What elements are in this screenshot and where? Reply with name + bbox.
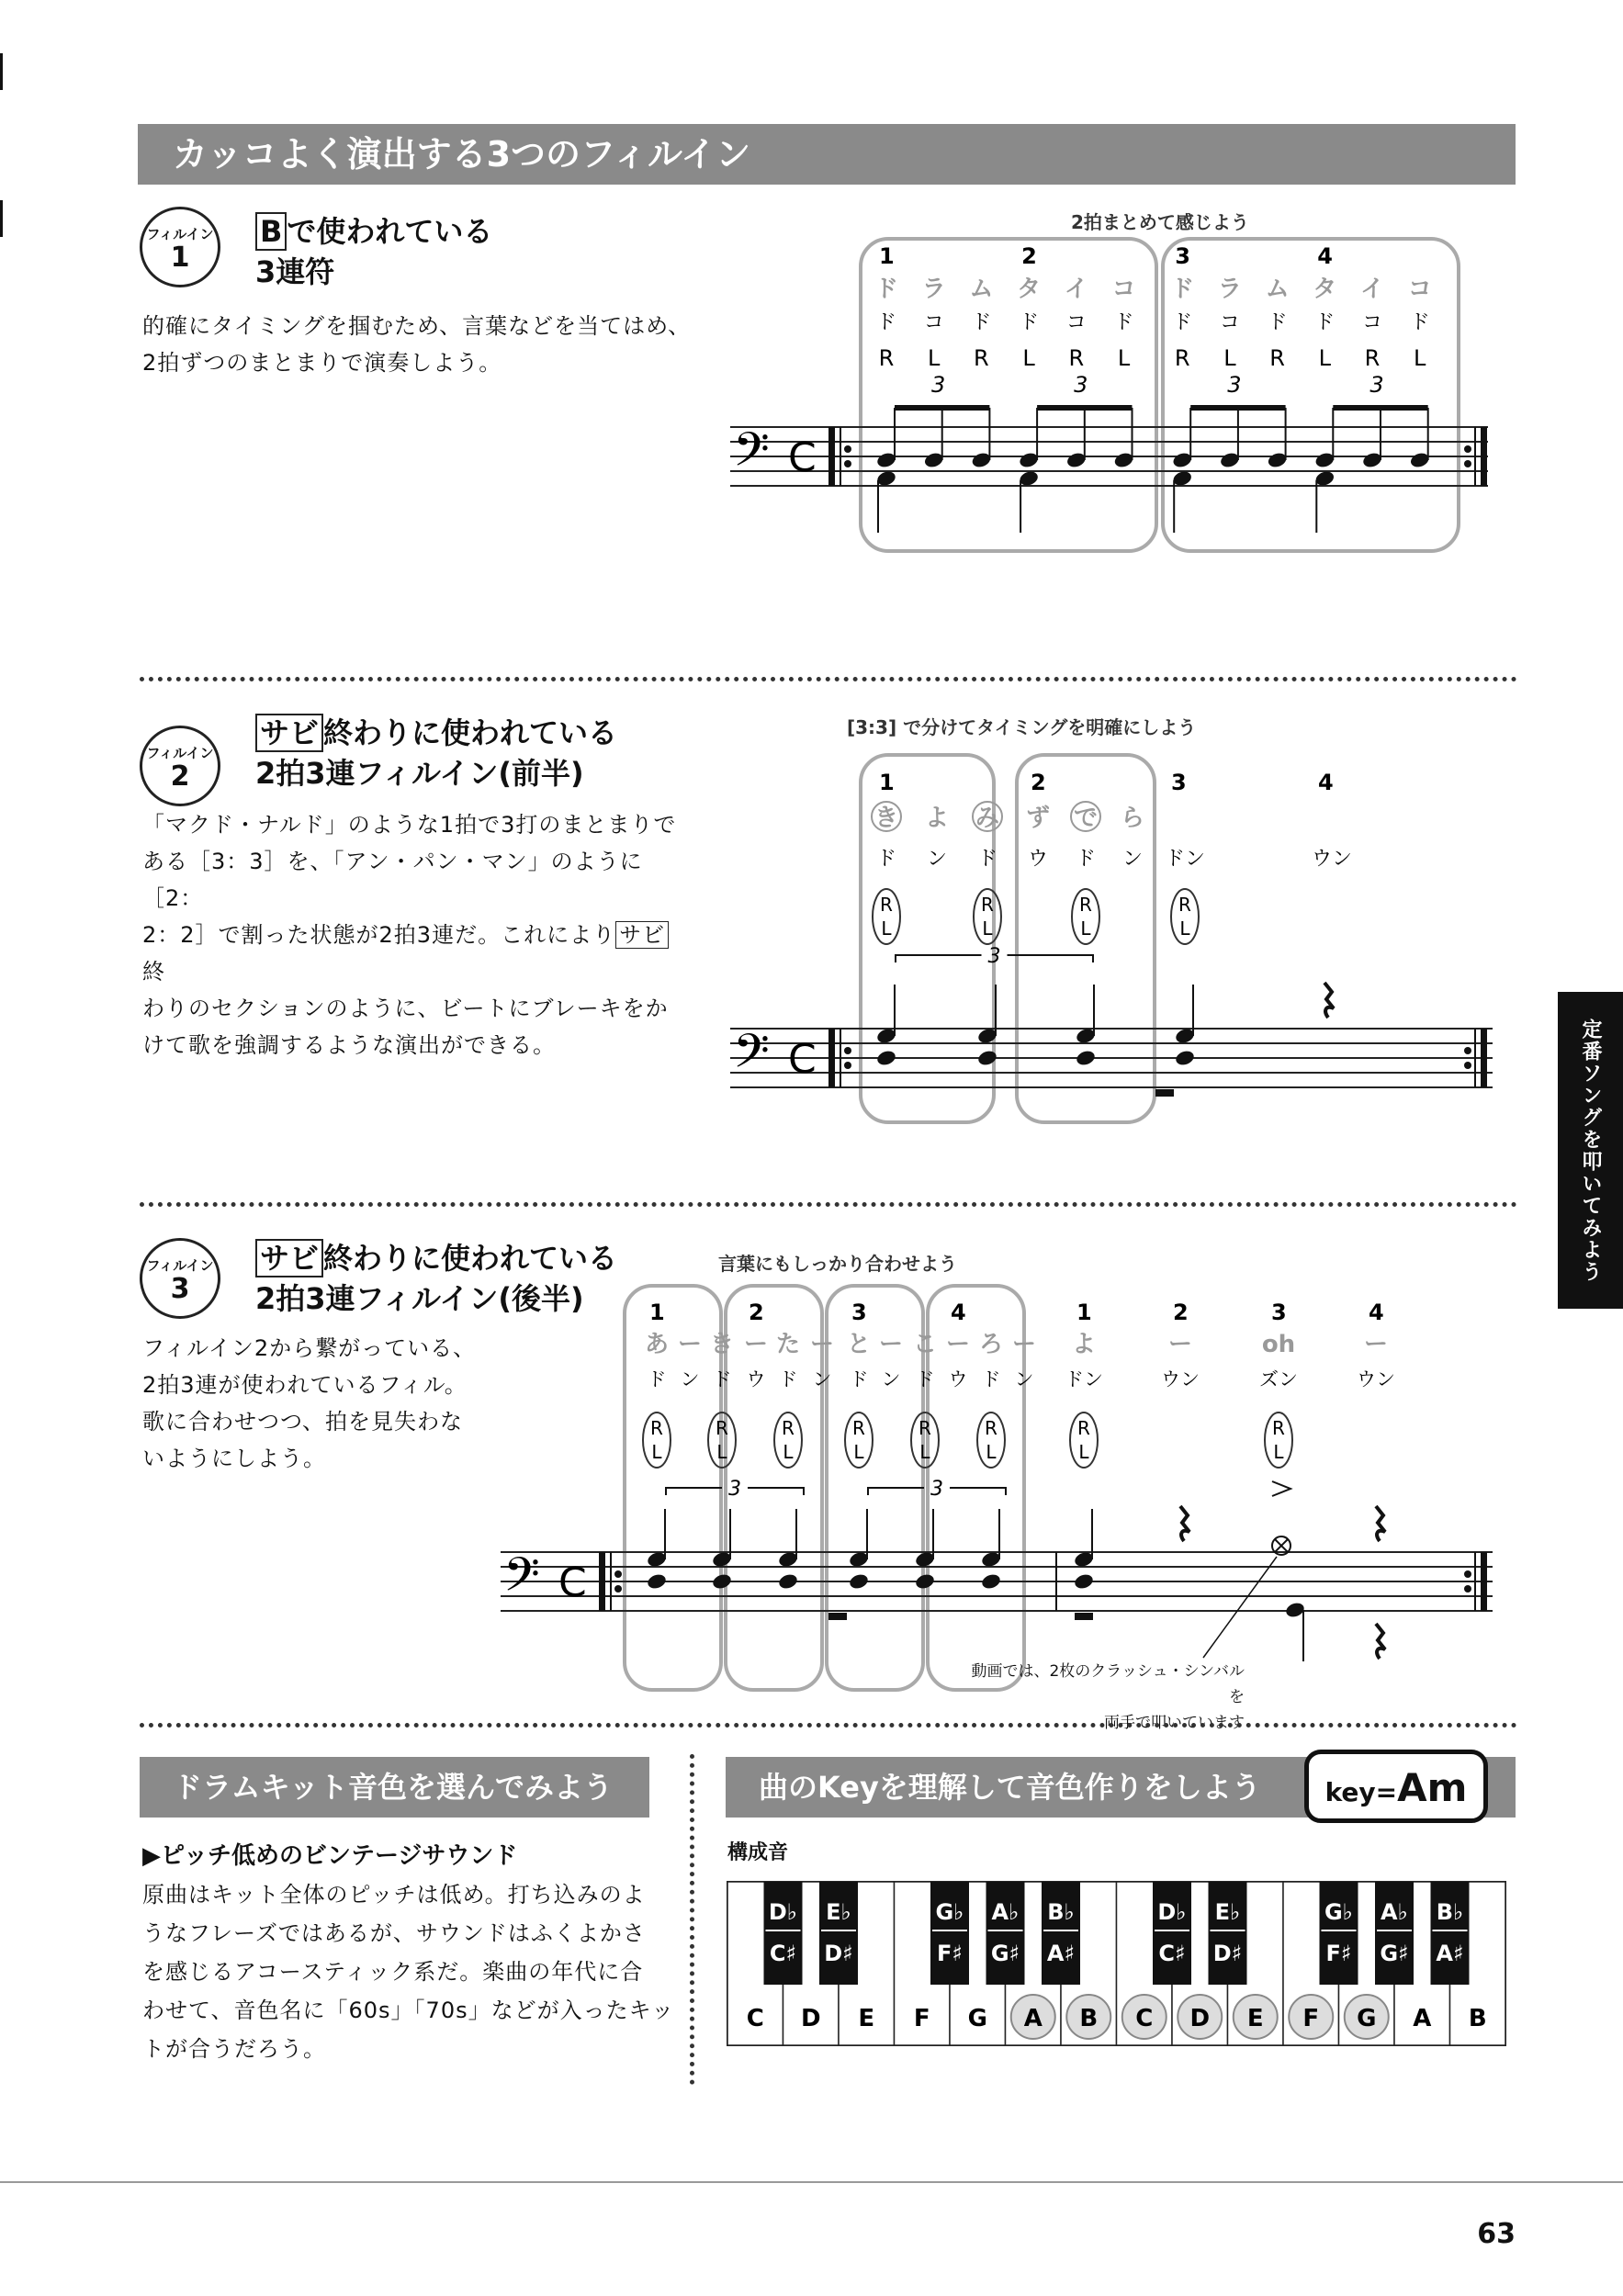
note-head [848, 1572, 870, 1591]
sound: ド [1113, 311, 1134, 334]
syllable: ら [1120, 805, 1145, 832]
black-key-sharp: A♯ [1436, 1941, 1464, 1966]
triplet-label: 3 [1369, 372, 1384, 398]
syllable: あ [644, 1331, 670, 1358]
body-line: 「マクド・ナルド」のような1拍で3打のまとまりで [142, 812, 677, 838]
black-key-flat: E♭ [1214, 1899, 1241, 1925]
syllable: こ [912, 1331, 938, 1358]
sound: ドン [1065, 1368, 1103, 1390]
annotation-pointer [1203, 1557, 1277, 1658]
sticking-mark [1070, 1412, 1098, 1468]
body-line: フィルイン2から繋がっている、 [142, 1335, 477, 1361]
crash-cymbal-note [1272, 1481, 1291, 1555]
syllable: た [775, 1331, 801, 1358]
common-time: C [788, 1036, 817, 1083]
sound: ド [1314, 311, 1336, 334]
body-text-span: 2：2］で割った状態が2拍3連だ。これにより [142, 922, 616, 948]
divider [140, 1202, 1517, 1207]
black-key-flat: G♭ [935, 1899, 964, 1925]
beat-number: 1 [879, 243, 895, 269]
syllable: み [975, 805, 1000, 832]
syllable: ー [1363, 1331, 1389, 1358]
black-key-sharp: A♯ [1046, 1941, 1076, 1966]
badge-label: フィルイン [146, 1257, 214, 1274]
beat-number: 2 [1031, 770, 1046, 795]
page-title: カッコよく演出する3つのフィルイン [138, 124, 1516, 185]
sound: ド [1075, 848, 1097, 871]
sticking: L [1022, 345, 1035, 371]
black-key-sharp: C♯ [769, 1941, 797, 1966]
black-key-flat: B♭ [1436, 1899, 1464, 1925]
syllable: ム [1265, 276, 1290, 303]
black-key-flat: A♭ [991, 1899, 1020, 1925]
sound: ン [881, 1368, 901, 1390]
sticking: R [1068, 345, 1085, 371]
divider [140, 677, 1517, 681]
black-key-flat: A♭ [1381, 1899, 1408, 1925]
annotation-line: 両手で叩いています [1104, 1714, 1245, 1732]
sound: ウン [1311, 848, 1353, 871]
black-key [1431, 1882, 1470, 1985]
black-key-flat: E♭ [826, 1899, 851, 1925]
white-key-label: E [1246, 2005, 1264, 2032]
triplet-label: 3 [1227, 372, 1242, 398]
heading-line1: 終わりに使われている [323, 1241, 618, 1276]
sticking-right: R [1079, 894, 1092, 916]
note-head [777, 1572, 799, 1591]
beat-number: 3 [851, 1300, 867, 1325]
fill-badge-2 [140, 726, 220, 806]
body-line: 原曲はキット全体のピッチは低め。打ち込みのよ [142, 1882, 646, 1908]
fill-badge-1 [140, 207, 220, 287]
sound: ウン [1161, 1368, 1200, 1390]
crop-mark [0, 200, 3, 237]
fill2-heading [255, 713, 617, 793]
sticking-right: R [981, 894, 994, 916]
fill3-note: 言葉にもしっかり合わせよう [718, 1253, 957, 1275]
black-key-sharp: F♯ [936, 1941, 964, 1966]
piano-keyboard [726, 1881, 1517, 2051]
badge-label: フィルイン [146, 226, 214, 242]
white-key-label: G [967, 2005, 987, 2032]
triplet-label: 3 [987, 945, 1001, 968]
triplet-bracket [896, 945, 1093, 968]
beat-number: 3 [1171, 770, 1187, 795]
heading-line2: 2拍3連フィルイン(前半) [255, 756, 584, 791]
sticking: L [1223, 345, 1236, 371]
body-line: うなフレーズではあるが、サウンドはふくよかさ [142, 1920, 646, 1946]
body-line: 的確にタイミングを掴むため、言葉などを当てはめ、 [142, 313, 692, 339]
sticking-right: R [1178, 894, 1191, 916]
sound: ン [812, 1368, 832, 1390]
syllable: ろ [978, 1331, 1004, 1358]
sound: ド [915, 1368, 935, 1390]
white-key-label: B [1079, 2005, 1099, 2032]
sticking-right: R [650, 1417, 663, 1439]
sound: ドン [1164, 848, 1206, 871]
note-head [646, 1572, 668, 1591]
column-divider [690, 1754, 694, 2085]
black-key-flat: B♭ [1047, 1899, 1075, 1925]
black-key [930, 1882, 969, 1985]
sticking: R [1269, 345, 1285, 371]
sticking: R [1364, 345, 1381, 371]
sound: ウ [1027, 848, 1049, 871]
sticking-right: R [880, 894, 893, 916]
heading-line2: 2拍3連フィルイン(後半) [255, 1281, 584, 1316]
black-key [1153, 1882, 1191, 1985]
sticking-mark [873, 889, 900, 944]
syllable: ず [1025, 805, 1051, 832]
sticking-right: R [1077, 1417, 1090, 1439]
sticking-mark [643, 1412, 671, 1468]
body-line: けて歌を強調するような演出ができる。 [142, 1032, 556, 1058]
sound: ド [1172, 311, 1193, 334]
sticking: R [878, 345, 895, 371]
beat-number: 4 [1369, 1300, 1384, 1325]
syllable: ー [677, 1331, 703, 1358]
page-number: 63 [1477, 2218, 1516, 2250]
sound: ド [647, 1368, 667, 1390]
white-key-label: E [858, 2005, 875, 2032]
sound: ド [971, 311, 992, 334]
syllable: タ [1017, 276, 1042, 303]
sticking-left: L [1179, 917, 1190, 940]
black-key [1320, 1882, 1358, 1985]
white-key-label: A [1023, 2005, 1043, 2032]
syllable: よ [924, 805, 950, 832]
syllable: ー [878, 1331, 904, 1358]
black-key [1209, 1882, 1247, 1985]
fill1-heading [255, 211, 492, 292]
white-key-label: F [913, 2005, 930, 2032]
syllable: イ [1064, 276, 1088, 303]
note-head [711, 1572, 733, 1591]
beat-number: 2 [1173, 1300, 1189, 1325]
syllable: ラ [921, 276, 946, 303]
body-line: わりのセクションのように、ビートにブレーキをか [142, 996, 669, 1021]
syllable: oh [1261, 1331, 1296, 1358]
heading-line1: 終わりに使われている [323, 715, 618, 750]
fill1-body [142, 308, 691, 381]
sound: ン [1121, 848, 1144, 871]
black-key-flat: D♭ [768, 1899, 798, 1925]
syllable: ー [743, 1331, 769, 1358]
sticking-left: L [783, 1441, 794, 1463]
sound: ド [1409, 311, 1430, 334]
sticking-mark [845, 1412, 873, 1468]
sticking-right: R [985, 1417, 997, 1439]
note-head [1174, 1049, 1196, 1067]
fill3-notation [487, 1272, 1506, 1713]
syllable: ー [1011, 1331, 1037, 1358]
fill2-body [142, 806, 684, 1064]
white-key-label: C [1135, 2005, 1154, 2032]
key-subhead: 構成音 [727, 1841, 789, 1864]
sticking-left: L [919, 1441, 930, 1463]
badge-number: 1 [170, 242, 190, 274]
heading-line1: で使われている [287, 214, 493, 249]
fill1-notation [716, 225, 1488, 565]
sticking: L [1117, 345, 1131, 371]
sound: ド [981, 1368, 1001, 1390]
badge-label: フィルイン [146, 745, 214, 761]
sticking-left: L [853, 1441, 864, 1463]
sticking-right: R [1272, 1417, 1285, 1439]
black-key-flat: D♭ [1157, 1899, 1187, 1925]
sticking-left: L [1273, 1441, 1284, 1463]
crop-mark [0, 53, 3, 90]
badge-number: 3 [170, 1273, 190, 1305]
drum-body [142, 1875, 674, 2068]
fill-badge-3 [140, 1238, 220, 1319]
sound: ド [976, 848, 998, 871]
footer-rule [0, 2181, 1623, 2183]
syllable: き [709, 1331, 735, 1358]
sound: ズン [1259, 1368, 1298, 1390]
white-key-label: F [1302, 2005, 1320, 2032]
quarter-rest [1376, 1506, 1385, 1541]
badge-number: 2 [170, 760, 190, 793]
sticking-mark [774, 1412, 802, 1468]
syllable: ラ [1217, 276, 1242, 303]
fill1-note: 2拍まとめて感じよう [1071, 211, 1249, 233]
black-key-sharp: G♯ [990, 1941, 1020, 1966]
section-mark-box: サビ [255, 1239, 323, 1277]
body-line: 歌に合わせつつ、拍を見失わな [142, 1409, 464, 1435]
common-time: C [788, 434, 817, 481]
black-key [764, 1882, 803, 1985]
rest [828, 1613, 847, 1620]
beat-number: 2 [1021, 243, 1037, 269]
sticking-left: L [986, 1441, 997, 1463]
sound: コ [1065, 311, 1087, 334]
fill2-note: [3:3] で分けてタイミングを明確にしよう [847, 716, 1197, 738]
sticking-left: L [716, 1441, 727, 1463]
sticking-mark [1265, 1412, 1292, 1468]
sound: ド [875, 311, 897, 334]
sticking-left: L [982, 917, 993, 940]
sticking: L [1318, 345, 1331, 371]
triplet-bracket [666, 1478, 804, 1501]
body-line: わせて、音色名に「60s」「70s」などが入ったキッ [142, 1998, 675, 2023]
side-tab: 定番ソングを叩いてみよう [1558, 992, 1623, 1309]
syllable: と [846, 1331, 872, 1358]
sticking-left: L [881, 917, 892, 940]
sticking: L [1414, 345, 1426, 371]
key-section-title: 曲のKeyを理解して音色作りをしよう [726, 1757, 1516, 1818]
sound: コ [923, 311, 944, 334]
black-key-sharp: F♯ [1325, 1941, 1352, 1966]
triplet-bracket [868, 1478, 1006, 1501]
black-key [986, 1882, 1025, 1985]
syllable: タ [1313, 276, 1337, 303]
accent-mark [1272, 1481, 1291, 1496]
note-head [1075, 1049, 1097, 1067]
white-key-label: C [746, 2005, 764, 2032]
sound: ド [1267, 311, 1288, 334]
drum-subhead: ▶ピッチ低めのビンテージサウンド [142, 1842, 518, 1870]
white-key-label: B [1468, 2005, 1487, 2032]
sound: ド [849, 1368, 869, 1390]
beat-number: 2 [749, 1300, 764, 1325]
sound: ド [778, 1368, 798, 1390]
body-line: トが合うだろう。 [142, 2036, 326, 2062]
sound: コ [1361, 311, 1383, 334]
beat-number: 1 [879, 770, 895, 795]
key-badge [1304, 1750, 1488, 1823]
sticking-mark [1171, 889, 1199, 944]
sticking: L [928, 345, 941, 371]
rest [1075, 1613, 1093, 1620]
body-text-span: 終 [142, 959, 165, 985]
sound: ウン [1357, 1368, 1395, 1390]
sound: ン [1014, 1368, 1034, 1390]
sound: ド [712, 1368, 732, 1390]
sound: ウ [948, 1368, 968, 1390]
sound: ド [875, 848, 897, 871]
sticking: R [974, 345, 989, 371]
sound: コ [1219, 311, 1240, 334]
sticking: R [1174, 345, 1190, 371]
bass-clef: 𝄢 [503, 1547, 540, 1614]
sticking-left: L [1080, 917, 1091, 940]
triplet-label: 3 [931, 372, 946, 398]
sticking-right: R [852, 1417, 865, 1439]
section-mark-box: サビ [255, 714, 323, 752]
sticking-mark [974, 889, 1001, 944]
syllable: ー [809, 1331, 835, 1358]
beat-number: 3 [1175, 243, 1190, 269]
syllable: イ [1359, 276, 1385, 303]
quarter-rest [1324, 983, 1334, 1018]
body-line: を感じるアコースティック系だ。楽曲の年代に合 [142, 1959, 644, 1985]
triplet-label: 3 [728, 1478, 741, 1501]
syllable: で [1073, 805, 1099, 832]
black-key-sharp: D♯ [824, 1941, 853, 1966]
black-key-sharp: G♯ [1380, 1941, 1409, 1966]
note-head [980, 1572, 1002, 1591]
black-key-sharp: D♯ [1212, 1941, 1243, 1966]
body-line [142, 917, 684, 990]
black-key [1375, 1882, 1414, 1985]
key-prefix: key= [1324, 1777, 1398, 1807]
key-value: Am [1397, 1765, 1468, 1810]
fill3-body [142, 1330, 476, 1477]
rest [1155, 1089, 1174, 1097]
syllable: よ [1071, 1331, 1097, 1358]
black-key [1042, 1882, 1080, 1985]
triplet-label: 3 [1074, 372, 1088, 398]
fill2-notation [716, 744, 1506, 1130]
drum-section-title: ドラムキット音色を選んでみよう [140, 1757, 649, 1818]
syllable: ー [945, 1331, 971, 1358]
syllable: ム [969, 276, 994, 303]
note-head [1073, 1572, 1095, 1591]
bass-clef: 𝄢 [733, 1023, 770, 1090]
sticking-mark [1072, 889, 1099, 944]
sticking-left: L [1078, 1441, 1089, 1463]
sticking-mark [977, 1412, 1005, 1468]
section-mark-box: B [255, 212, 287, 251]
beat-number: 3 [1271, 1300, 1287, 1325]
bass-clef: 𝄢 [733, 422, 770, 489]
black-key [819, 1882, 858, 1985]
beat-number: 1 [1076, 1300, 1092, 1325]
syllable: コ [1407, 276, 1432, 303]
syllable: コ [1111, 276, 1136, 303]
syllable: き [873, 805, 899, 832]
body-line: 2拍3連が使われているフィル。 [142, 1372, 468, 1398]
sound: ン [926, 848, 948, 871]
beat-number: 4 [1317, 243, 1334, 269]
divider [140, 1723, 1517, 1728]
white-key-label: D [800, 2005, 821, 2032]
note-head [914, 1572, 936, 1591]
sound: ド [1019, 311, 1040, 334]
beat-number: 1 [649, 1300, 665, 1325]
beat-number: 4 [951, 1300, 966, 1325]
white-key-label: G [1357, 2005, 1377, 2032]
section-mark-box: サビ [615, 921, 669, 949]
white-key-label: D [1189, 2005, 1211, 2032]
syllable: ド [873, 276, 899, 303]
syllable: ー [1167, 1331, 1193, 1358]
common-time: C [558, 1559, 587, 1606]
body-line: いようにしよう。 [142, 1446, 326, 1471]
black-key-flat: G♭ [1324, 1899, 1354, 1925]
note-head [875, 1049, 897, 1067]
syllable: ド [1170, 276, 1195, 303]
black-key-sharp: C♯ [1158, 1941, 1186, 1966]
sound: ン [680, 1368, 700, 1390]
quarter-rest [1376, 1624, 1385, 1659]
white-key-label: A [1413, 2005, 1432, 2032]
annotation-line: 動画では、2枚のクラッシュ・シンバルを [971, 1662, 1245, 1706]
sticking-right: R [782, 1417, 795, 1439]
sound: ウ [746, 1368, 766, 1390]
sticking-right: R [716, 1417, 728, 1439]
quarter-rest [1180, 1506, 1189, 1541]
body-line: 2拍ずつのまとまりで演奏しよう。 [142, 350, 502, 376]
triplet-label: 3 [930, 1478, 943, 1501]
sticking-right: R [919, 1417, 931, 1439]
beat-number: 4 [1318, 770, 1334, 795]
heading-line2: 3連符 [255, 254, 335, 289]
body-line: ある［3：3］を、「アン・パン・マン」のように［2： [142, 849, 643, 911]
sticking-left: L [651, 1441, 662, 1463]
